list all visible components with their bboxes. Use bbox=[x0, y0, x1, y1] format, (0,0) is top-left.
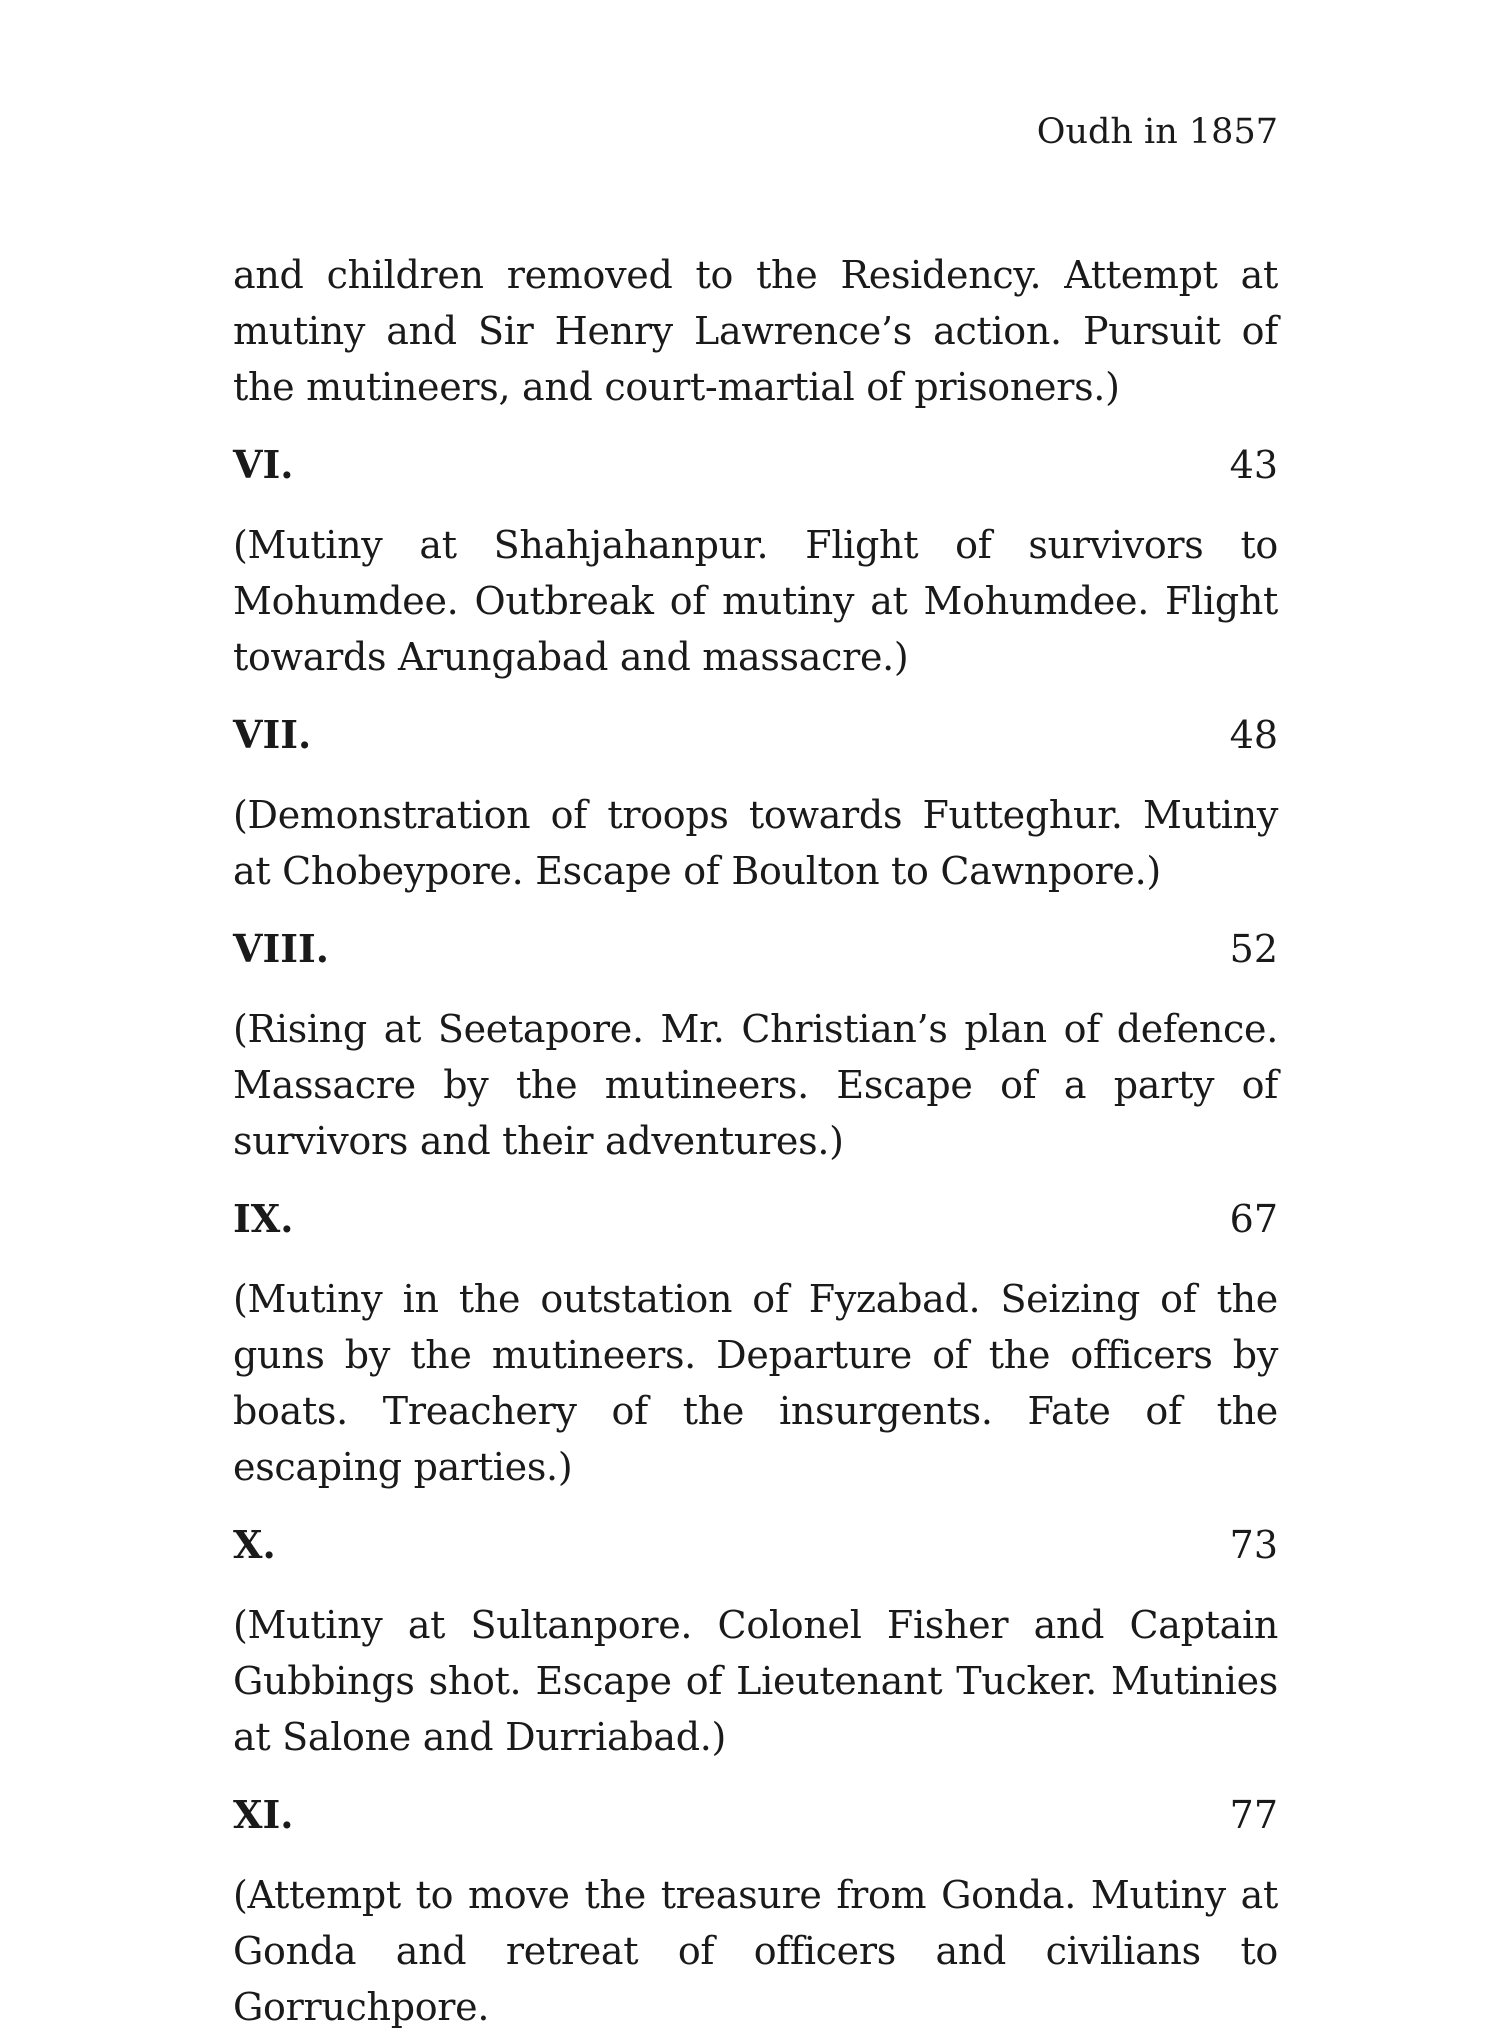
chapter-page-number: 73 bbox=[1229, 1523, 1278, 1567]
chapter-summary: (Rising at Seetapore. Mr. Christian’s plan of defence. Massacre by the mutineers. Escape of a party of survivors and their adventures.) bbox=[233, 1007, 1278, 1163]
chapter-heading-row bbox=[233, 707, 1278, 763]
chapter-page-number: 48 bbox=[1229, 713, 1278, 757]
chapter-heading-row bbox=[233, 921, 1278, 977]
chapter-page-number: 43 bbox=[1229, 443, 1278, 487]
chapter-page-number: 52 bbox=[1229, 927, 1278, 971]
chapter-number: X. bbox=[233, 1522, 276, 1567]
chapter-entry-viii bbox=[233, 921, 1278, 1169]
chapter-summary: (Demonstration of troops towards Futteghur. Mutiny at Chobeypore. Escape of Boulton to Cawnpore.) bbox=[233, 793, 1278, 893]
chapter-number: VI. bbox=[233, 442, 294, 487]
chapter-heading-row bbox=[233, 1787, 1278, 1843]
chapter-summary: (Mutiny in the outstation of Fyzabad. Seizing of the guns by the mutineers. Departure of the officers by boats. Treachery of the insurgents. Fate of the escaping parties.) bbox=[233, 1277, 1278, 1489]
chapter-summary: (Mutiny at Sultanpore. Colonel Fisher and Captain Gubbings shot. Escape of Lieutenant Tucker. Mutinies at Salone and Durriabad.) bbox=[233, 1603, 1278, 1759]
chapter-heading-row bbox=[233, 1191, 1278, 1247]
chapter-entry-xi bbox=[233, 1787, 1278, 2035]
chapter-number: VIII. bbox=[233, 926, 330, 971]
chapter-summary: (Attempt to move the treasure from Gonda. Mutiny at Gonda and retreat of officers and civilians to Gorruchpore. bbox=[233, 1873, 1278, 2029]
intro-summary: and children removed to the Residency. Attempt at mutiny and Sir Henry Lawrence’s action. Pursuit of the mutineers, and court-martial of prisoners.) bbox=[233, 253, 1278, 409]
chapter-heading-row bbox=[233, 437, 1278, 493]
chapter-entry-vii bbox=[233, 707, 1278, 899]
table-of-contents bbox=[233, 247, 1278, 2035]
chapter-entry-vi bbox=[233, 437, 1278, 685]
running-head: Oudh in 1857 bbox=[1036, 112, 1278, 152]
chapter-number: VII. bbox=[233, 712, 312, 757]
chapter-page-number: 77 bbox=[1229, 1793, 1278, 1837]
chapter-heading-row bbox=[233, 1517, 1278, 1573]
chapter-entry-x bbox=[233, 1517, 1278, 1765]
chapter-number: XI. bbox=[233, 1792, 294, 1837]
chapter-summary: (Mutiny at Shahjahanpur. Flight of survivors to Mohumdee. Outbreak of mutiny at Mohumdee. Flight towards Arungabad and massacre.) bbox=[233, 523, 1278, 679]
chapter-page-number: 67 bbox=[1229, 1197, 1278, 1241]
chapter-number: IX. bbox=[233, 1196, 294, 1241]
chapter-entry-ix bbox=[233, 1191, 1278, 1495]
